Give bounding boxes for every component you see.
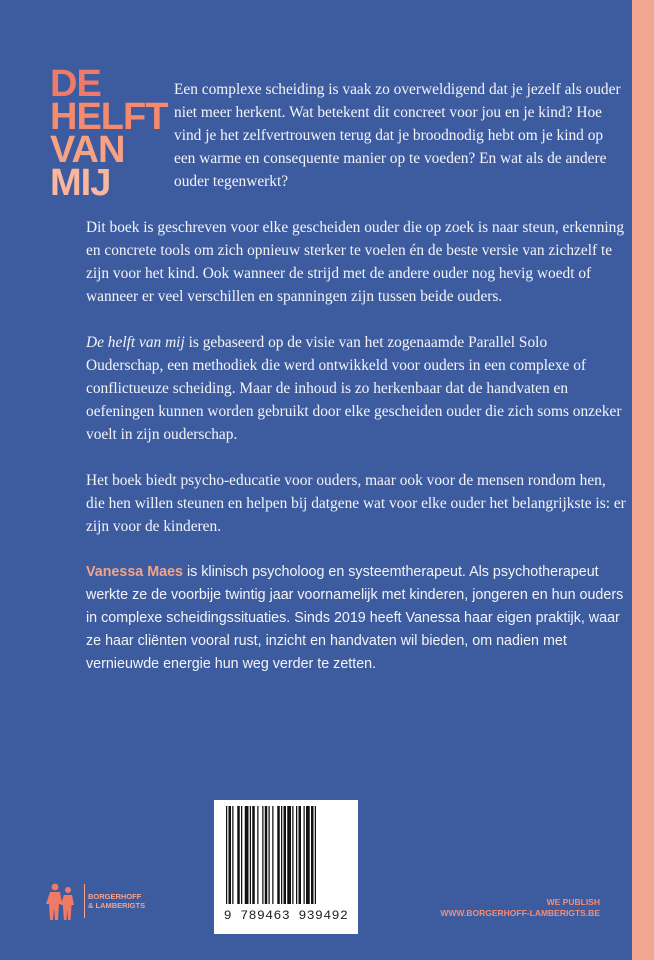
barcode-bar (265, 806, 268, 904)
website-tagline: WE PUBLISH (546, 897, 600, 907)
author-name: Vanessa Maes (86, 564, 183, 580)
spine-edge (632, 0, 654, 960)
isbn-number: 9 789463 939492 (223, 908, 349, 923)
barcode-bar (315, 806, 316, 904)
barcode-bar (306, 806, 310, 904)
barcode-bar (292, 806, 293, 904)
publisher-name-line-2: & LAMBERIGTS (88, 901, 146, 910)
barcode-bar (232, 806, 233, 904)
barcode-bar (272, 806, 273, 904)
barcode-bar (229, 806, 232, 904)
author-bio-text: is klinisch psycholoog en systeemtherapeut. Als psychotherapeut werkte ze de voorbije twintig jaar voornamelijk met kinderen, jongeren en hun ouders in complexe scheidingssituaties. Sinds 2019 heeft Vanessa haar eigen praktijk, waar ze haar cliënten vooral rust, inzicht en handvaten wil bieden, om nadien met vernieuwde energie hun weg verder te zetten. (86, 564, 624, 672)
website-url[interactable]: WWW.BORGERHOFF-LAMBERIGTS.BE (440, 908, 600, 918)
barcode-bar (311, 806, 314, 904)
title-line-2: HELFT (50, 96, 168, 138)
method-text: is gebaseerd op de visie van het zogenaamde Parallel Solo Ouderschap, een methodiek die werd ontwikkeld voor ouders in een complexe of conflictueuze scheiding. Maar de inhoud is zo herkenbaar dat de handvaten en oefeningen kunnen worden gebruikt door elke gescheiden ouder die zich soms onzeker voelt in zijn ouderschap. (86, 334, 622, 443)
barcode-bar (296, 806, 297, 904)
publisher-name (88, 892, 168, 910)
barcode-bar (245, 806, 249, 904)
barcode-bar (252, 806, 255, 904)
publisher-name-line-1: BORGERHOFF (88, 892, 142, 901)
publisher-logo (44, 882, 146, 922)
intro-paragraph: Een complexe scheiding is vaak zo overweldigend dat je jezelf als ouder niet meer herkent. Wat betekent dit concreet voor jou en je kind? Hoe vind je het zelfvertrouwen terug dat je broodnodig hebt om je kind op een warme en consequente manier op te voeden? En wat als de andere ouder tegenwerkt? (174, 81, 621, 190)
barcode-bar (262, 806, 263, 904)
title-line-4: MIJ (50, 162, 111, 204)
barcode-bar (304, 806, 305, 904)
barcode-bar (284, 806, 287, 904)
barcode-bar (250, 806, 251, 904)
publisher-divider (84, 884, 85, 918)
description-paragraph: Dit boek is geschreven voor elke gescheiden ouder die op zoek is naar steun, erkenning en concrete tools om zich opnieuw sterker te voelen én de beste versie van zichzelf te zijn voor het kind. Ook wanneer de strijd met de andere ouder nog hevig woedt of wanneer er veel verschillen en spanningen zijn tussen beide ouders. (86, 219, 625, 305)
barcode-bar (237, 806, 240, 904)
barcode-bar (257, 806, 258, 904)
publisher-website (440, 897, 600, 919)
author-bio-paragraph (86, 561, 626, 676)
barcode-bar (287, 806, 291, 904)
audience-paragraph: Het boek biedt psycho-educatie voor ouders, maar ook voor de mensen rondom hen, die hen willen steunen en helpen bij datgene wat voor elke ouder het belangrijkste is: er zijn voor de kinderen. (86, 472, 626, 535)
book-title-italic: De helft van mij (86, 334, 185, 351)
title-line-3: VAN (50, 129, 125, 171)
barcode-bar (277, 806, 280, 904)
barcode-bars (224, 806, 348, 906)
publisher-figures-icon (44, 882, 78, 922)
method-paragraph (86, 331, 626, 446)
barcode (214, 800, 358, 934)
back-cover-text (86, 78, 626, 699)
barcode-bar (281, 806, 282, 904)
barcode-bar (241, 806, 242, 904)
barcode-bar (269, 806, 270, 904)
barcode-bar (299, 806, 302, 904)
barcode-bar (226, 806, 227, 904)
title-line-1: DE (50, 63, 101, 105)
